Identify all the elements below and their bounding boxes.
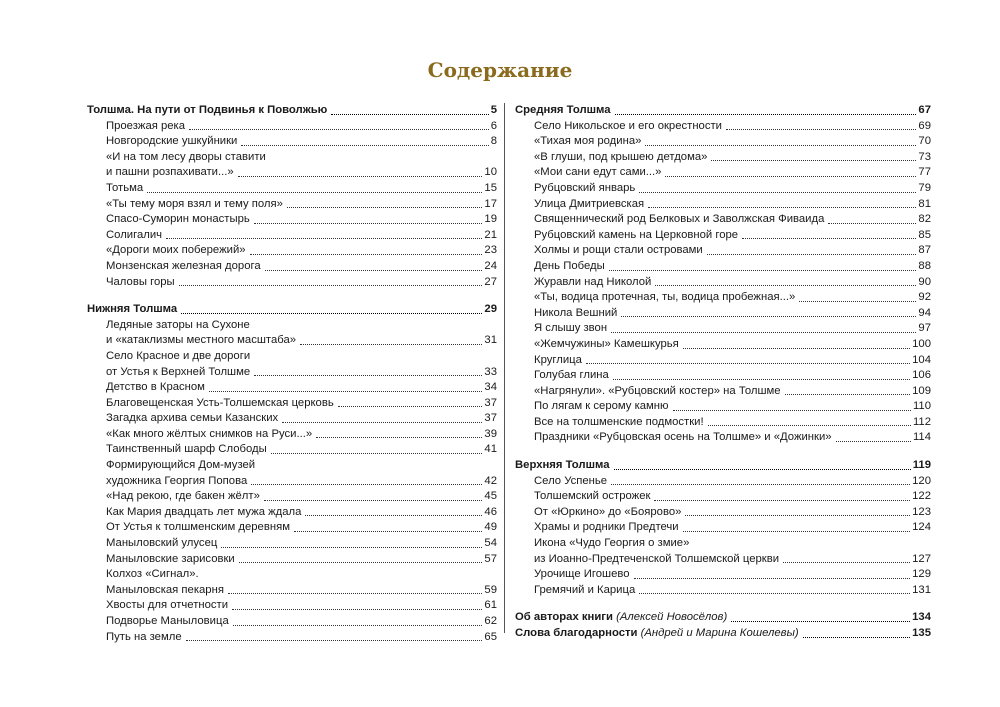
dot-leader (639, 192, 916, 193)
dot-leader (654, 500, 910, 501)
toc-page-number: 73 (918, 150, 931, 163)
toc-entry-title: «Ты, водица протечная, ты, водица пробежная...» (534, 291, 796, 304)
dot-leader (239, 562, 483, 563)
toc-entry-title: Село Красное и две дороги (106, 349, 251, 362)
toc-page-number: 49 (484, 521, 497, 534)
dot-leader (251, 484, 482, 485)
toc-entry (87, 243, 497, 259)
dot-leader (614, 469, 911, 470)
dot-leader (189, 129, 489, 130)
toc-entry-title: Улица Дмитриевская (534, 197, 645, 210)
toc-page-number: 15 (484, 181, 497, 194)
toc-entry (87, 380, 497, 396)
toc-entry (87, 614, 497, 630)
dot-leader (147, 192, 482, 193)
dot-leader (673, 410, 911, 411)
toc-page-number: 67 (918, 104, 931, 116)
toc-page-number: 10 (484, 166, 497, 179)
dot-leader (639, 593, 910, 594)
toc-section-entry (515, 610, 931, 626)
toc-entry (515, 430, 931, 446)
dot-leader (634, 578, 911, 579)
toc-entry-title: «Ты тему моря взял и тему поля» (106, 197, 283, 210)
dot-leader (613, 379, 910, 380)
toc-page-number: 61 (484, 599, 497, 612)
toc-entry-title: Маныловские зарисовки (106, 552, 235, 565)
toc-entry-title: Голубая глина (534, 369, 609, 382)
toc-page-number: 100 (912, 337, 931, 350)
dot-leader (683, 348, 910, 349)
toc-entry (87, 520, 497, 536)
toc-entry-title: Новгородские ушкуйники (106, 135, 238, 148)
dot-leader (287, 207, 483, 208)
toc-entry-line (87, 150, 497, 166)
dot-leader (331, 114, 488, 115)
toc-page-number: 77 (918, 166, 931, 179)
toc-entry-title: Колхоз «Сигнал». (106, 568, 199, 581)
toc-page-number: 69 (918, 119, 931, 132)
dot-leader (711, 160, 916, 161)
toc-entry-title: Ледяные заторы на Сухоне (106, 318, 250, 331)
toc-entry (515, 290, 931, 306)
dot-leader (282, 422, 482, 423)
toc-entry (515, 134, 931, 150)
toc-entry (515, 275, 931, 291)
toc-section-entry (87, 302, 497, 318)
toc-entry-author: (Алексей Новосёлов) (612, 611, 728, 624)
toc-page-number: 33 (484, 365, 497, 378)
toc-entry-title: От Устья к толшменским деревням (106, 521, 290, 534)
toc-page-number: 41 (484, 443, 497, 456)
toc-entry-title: и пашни розпахивати...» (106, 166, 234, 179)
dot-leader (254, 223, 483, 224)
toc-entry (515, 384, 931, 400)
toc-entry (87, 411, 497, 427)
toc-page-number: 17 (484, 197, 497, 210)
toc-page-number: 21 (484, 228, 497, 241)
toc-page-number: 119 (912, 459, 931, 472)
dot-leader (294, 531, 482, 532)
toc-entry (87, 181, 497, 197)
toc-entry-author: (Андрей и Марина Кошелевы) (637, 627, 799, 639)
dot-leader (265, 270, 483, 271)
toc-entry-title: «В глуши, под крышею детдома» (534, 150, 708, 163)
toc-entry (515, 505, 931, 521)
toc-entry-title: Солигалич (106, 228, 163, 241)
toc-entry-title: По лягам к серому камню (534, 400, 669, 413)
dot-leader (609, 270, 917, 271)
dot-leader (645, 145, 916, 146)
toc-entry-title: Холмы и рощи стали островами (534, 244, 703, 257)
toc-entry (515, 353, 931, 369)
dot-leader (305, 515, 482, 516)
toc-entry (515, 243, 931, 259)
toc-entry-title: Чаловы горы (106, 275, 175, 288)
dot-leader (836, 441, 911, 442)
toc-page-number: 59 (484, 583, 497, 596)
toc-entry-line (87, 349, 497, 365)
dot-leader (726, 129, 916, 130)
toc-entry-title: Тотьма (106, 181, 144, 194)
toc-entry (515, 474, 931, 490)
toc-entry-title: День Победы (534, 259, 605, 272)
toc-page-number: 120 (912, 474, 931, 487)
toc-entry-title: Толшемский острожек (534, 490, 651, 503)
dot-leader (707, 254, 917, 255)
toc-page-number: 129 (912, 568, 931, 581)
dot-leader (611, 484, 910, 485)
toc-entry (515, 337, 931, 353)
toc-page-number: 42 (484, 474, 497, 487)
toc-entry (515, 165, 931, 181)
toc-entry-line (87, 318, 497, 334)
toc-entry-title: «И на том лесу дворы ставити (106, 150, 266, 163)
toc-section-entry (515, 626, 931, 642)
toc-entry-title: Благовещенская Усть-Толшемская церковь (106, 396, 334, 409)
toc-entry-title: «Как много жёлтых снимков на Руси...» (106, 427, 313, 440)
dot-leader (742, 238, 916, 239)
toc-page-number: 65 (484, 630, 497, 643)
toc-entry-title: Храмы и родники Предтечи (534, 521, 679, 534)
toc-page-number: 31 (484, 334, 497, 347)
dot-leader (271, 453, 483, 454)
dot-leader (264, 500, 483, 501)
toc-entry (515, 415, 931, 431)
toc-entry (515, 197, 931, 213)
toc-entry-title: «Дороги моих побережий» (106, 244, 246, 257)
toc-entry (515, 583, 931, 599)
toc-entry (87, 119, 497, 135)
toc-entry (87, 333, 497, 349)
toc-page-number: 82 (918, 213, 931, 226)
toc-entry (87, 275, 497, 291)
toc-entry-title: Таинственный шарф Слободы (106, 443, 267, 456)
toc-entry-title: «Мои сани едут сами...» (534, 166, 662, 179)
dot-leader (179, 285, 483, 286)
toc-page-number: 127 (912, 552, 931, 565)
toc-page-number: 106 (912, 369, 931, 382)
toc-page-number: 6 (490, 119, 497, 132)
section-gap (515, 446, 931, 458)
toc-page-number: 37 (484, 412, 497, 425)
toc-entry-title: Маныловский улусец (106, 537, 218, 550)
toc-entry (87, 552, 497, 568)
toc-entry-title: от Устья к Верхней Толшме (106, 365, 251, 378)
toc-entry-title: Журавли над Николой (534, 275, 652, 288)
dot-leader (586, 363, 910, 364)
toc-page-number: 97 (918, 322, 931, 335)
toc-entry (515, 567, 931, 583)
toc-entry-title: и «катаклизмы местного масштаба» (106, 334, 297, 347)
dot-leader (803, 637, 910, 638)
toc-page-number: 131 (912, 583, 931, 596)
toc-entry (87, 505, 497, 521)
toc-page-number: 134 (912, 611, 931, 624)
toc-column-left (87, 103, 497, 645)
dot-leader (238, 176, 483, 177)
section-gap (87, 290, 497, 302)
toc-entry (515, 259, 931, 275)
toc-page-number: 70 (918, 135, 931, 148)
dot-leader (731, 621, 910, 622)
dot-leader (665, 176, 916, 177)
dot-leader (785, 394, 911, 395)
toc-page-number: 29 (484, 303, 497, 316)
dot-leader (232, 609, 482, 610)
toc-page-number: 45 (484, 490, 497, 503)
toc-entry (515, 119, 931, 135)
toc-entry-title: Как Мария двадцать лет мужа ждала (106, 505, 302, 518)
dot-leader (233, 625, 483, 626)
dot-leader (241, 145, 488, 146)
toc-entry-title: художника Георгия Попова (106, 474, 248, 487)
dot-leader (338, 406, 483, 407)
toc-entry (87, 583, 497, 599)
dot-leader (209, 391, 482, 392)
toc-entry-title: Монзенская железная дорога (106, 259, 261, 272)
toc-entry-title: Никола Вешний (534, 306, 618, 319)
toc-page-number: 39 (484, 427, 497, 440)
toc-page-number: 54 (484, 537, 497, 550)
toc-page-number: 87 (918, 244, 931, 257)
toc-entry-title: Слова благодарности (515, 627, 638, 639)
toc-entry-title: Детство в Красном (106, 381, 205, 394)
toc-entry-title: Средняя Толшма (515, 104, 611, 116)
toc-entry-title: От «Юркино» до «Боярово» (534, 505, 682, 518)
toc-entry-title: «Над рекою, где бакен жёлт» (106, 490, 260, 503)
toc-entry (515, 228, 931, 244)
toc-entry (515, 399, 931, 415)
toc-entry (515, 212, 931, 228)
toc-page-number: 104 (912, 353, 931, 366)
toc-page-number: 112 (912, 415, 931, 428)
toc-section-entry (515, 458, 931, 474)
toc-entry-title: Село Никольское и его окрестности (534, 119, 722, 132)
toc-entry (515, 368, 931, 384)
toc-entry-title: Село Успенье (534, 474, 608, 487)
toc-entry (87, 259, 497, 275)
toc-page-number: 23 (484, 244, 497, 257)
toc-entry-title: Об авторах книги (515, 611, 613, 624)
dot-leader (783, 562, 910, 563)
toc-entry-title: Рубцовский камень на Церковной горе (534, 228, 739, 241)
toc-page-number: 34 (484, 381, 497, 394)
toc-entry (515, 306, 931, 322)
dot-leader (615, 114, 917, 115)
toc-entry-title: Формирующийся Дом-музей (106, 459, 256, 472)
toc-entry (87, 197, 497, 213)
toc-entry-title: Урочище Игошево (534, 568, 630, 581)
toc-page-number: 79 (918, 181, 931, 194)
toc-page-number: 110 (912, 400, 931, 413)
toc-entry-title: Все на толшменские подмостки! (534, 415, 704, 428)
dot-leader (221, 547, 482, 548)
toc-page-number: 46 (484, 505, 497, 518)
dot-leader (300, 344, 482, 345)
toc-page-number: 88 (918, 259, 931, 272)
toc-entry (87, 489, 497, 505)
toc-entry-title: Толшма. На пути от Подвинья к Поволжью (87, 104, 328, 116)
toc-page-number: 24 (484, 259, 497, 272)
toc-page-number: 90 (918, 275, 931, 288)
toc-page-number: 124 (912, 521, 931, 534)
dot-leader (648, 207, 916, 208)
dot-leader (708, 425, 911, 426)
dot-leader (254, 375, 482, 376)
toc-page-number: 5 (490, 104, 497, 116)
page-title: Содержание (427, 58, 573, 82)
toc-entry-title: Круглица (534, 353, 582, 366)
dot-leader (316, 437, 482, 438)
toc-entry-title: Икона «Чудо Георгия о змие» (534, 537, 690, 550)
toc-page-number: 85 (918, 228, 931, 241)
toc-entry (87, 165, 497, 181)
toc-entry (87, 598, 497, 614)
toc-entry-line (87, 458, 497, 474)
dot-leader (685, 515, 910, 516)
toc-entry-title: Нижняя Толшма (87, 303, 178, 316)
toc-entry (87, 212, 497, 228)
toc-entry-title: «Тихая моя родина» (534, 135, 642, 148)
toc-column-right (515, 103, 931, 642)
dot-leader (621, 316, 916, 317)
dot-leader (799, 301, 916, 302)
toc-entry-title: Гремячий и Карица (534, 583, 636, 596)
toc-page-number: 27 (484, 275, 497, 288)
toc-entry-title: Хвосты для отчетности (106, 599, 229, 612)
dot-leader (166, 238, 482, 239)
toc-entry (87, 427, 497, 443)
toc-entry-line (515, 536, 931, 552)
dot-leader (181, 313, 482, 314)
toc-entry (515, 181, 931, 197)
toc-entry-title: «Жемчужины» Камешкурья (534, 337, 679, 350)
toc-entry (87, 474, 497, 490)
toc-entry (87, 228, 497, 244)
toc-entry-title: из Иоанно-Предтеченской Толшемской церкви (534, 552, 780, 565)
toc-entry-title: Я слышу звон (534, 322, 608, 335)
toc-entry-title: Праздники «Рубцовская осень на Толшме» и «Дожинки» (534, 431, 832, 444)
toc-page-number: 123 (912, 505, 931, 518)
toc-entry-title: Проезжая река (106, 119, 186, 132)
toc-entry-title: Подворье Маныловица (106, 615, 229, 627)
toc-page-number: 122 (912, 490, 931, 503)
toc-page-number: 8 (490, 135, 497, 148)
column-divider (504, 103, 505, 633)
toc-entry (87, 442, 497, 458)
toc-entry-title: Верхняя Толшма (515, 459, 610, 472)
dot-leader (611, 332, 916, 333)
toc-entry (515, 552, 931, 568)
toc-entry (515, 321, 931, 337)
toc-entry-title: Рубцовский январь (534, 181, 636, 194)
dot-leader (228, 593, 482, 594)
toc-page-number: 94 (918, 306, 931, 319)
toc-entry (87, 134, 497, 150)
toc-entry (515, 520, 931, 536)
toc-entry-title: Загадка архива семьи Казанских (106, 412, 279, 425)
toc-page-number: 109 (912, 384, 931, 397)
toc-page-number: 81 (918, 197, 931, 210)
toc-entry (87, 396, 497, 412)
toc-entry (87, 365, 497, 381)
toc-entry (87, 536, 497, 552)
dot-leader (828, 223, 916, 224)
toc-entry-title: Путь на земле (106, 630, 182, 643)
toc-entry (515, 489, 931, 505)
toc-page-number: 19 (484, 213, 497, 226)
toc-section-entry (87, 103, 497, 119)
section-gap (515, 598, 931, 610)
toc-entry-title: Маныловская пекарня (106, 583, 224, 596)
toc-page-number: 114 (912, 431, 931, 444)
dot-leader (250, 254, 483, 255)
toc-page-number: 92 (918, 291, 931, 304)
toc-page-number: 135 (912, 627, 931, 639)
toc-entry-title: «Нагрянули». «Рубцовский костер» на Толшме (534, 384, 781, 397)
toc-entry-title: Священнический род Белковых и Заволжская Фиваида (534, 213, 825, 226)
toc-entry (515, 150, 931, 166)
dot-leader (186, 640, 483, 641)
toc-section-entry (515, 103, 931, 119)
toc-page-number: 62 (484, 615, 497, 627)
dot-leader (655, 285, 916, 286)
dot-leader (683, 531, 911, 532)
toc-entry-line (87, 567, 497, 583)
toc-page-number: 37 (484, 396, 497, 409)
toc-page-number: 57 (484, 552, 497, 565)
toc-entry (87, 630, 497, 646)
toc-entry-title: Спасо-Суморин монастырь (106, 213, 250, 226)
